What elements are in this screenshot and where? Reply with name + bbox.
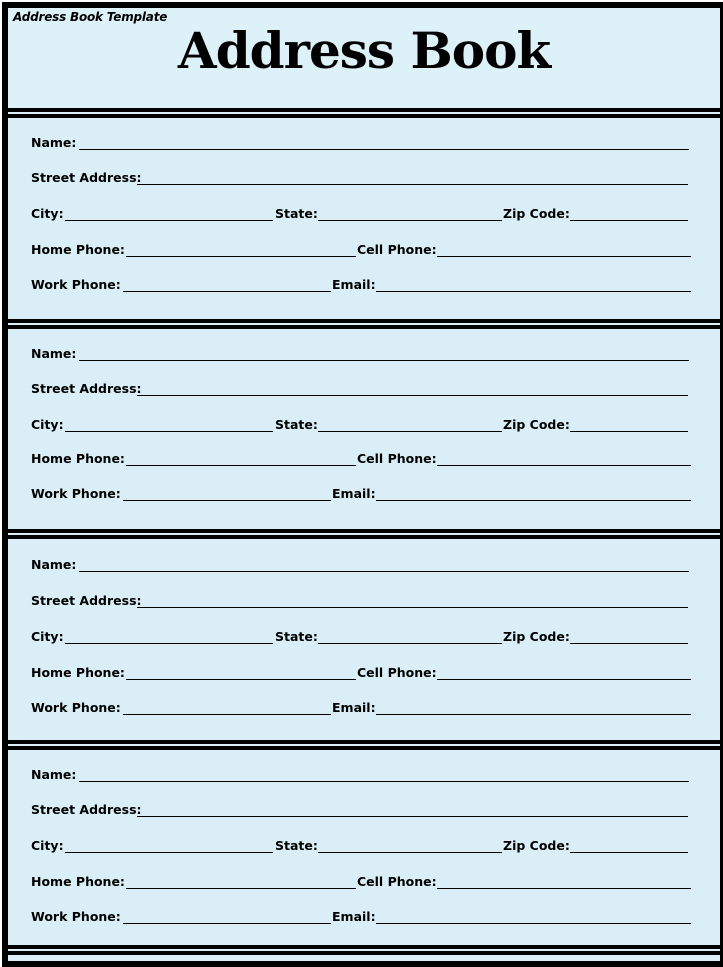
zip-code-label: Zip Code: [503,629,570,644]
street-address-field[interactable] [137,395,688,396]
home-phone-label: Home Phone: [31,242,125,257]
city-field[interactable] [65,220,273,221]
street-address-label: Street Address: [31,593,142,608]
zip-code-label: Zip Code: [503,206,570,221]
street-address-label: Street Address: [31,170,142,185]
state-field[interactable] [318,852,502,853]
page-title: Address Book [177,21,551,80]
zip-code-field[interactable] [570,431,688,432]
home-phone-field[interactable] [126,679,356,680]
cell-phone-label: Cell Phone: [357,451,437,466]
email-field[interactable] [376,923,691,924]
state-field[interactable] [318,643,502,644]
divider [8,108,720,118]
name-field[interactable] [79,360,689,361]
address-book-sheet [2,2,723,967]
zip-code-label: Zip Code: [503,838,570,853]
state-field[interactable] [318,431,502,432]
state-label: State: [275,838,318,853]
address-entry [8,118,720,319]
work-phone-field[interactable] [123,500,331,501]
cell-phone-label: Cell Phone: [357,874,437,889]
zip-code-label: Zip Code: [503,417,570,432]
name-label: Name: [31,767,77,782]
work-phone-field[interactable] [123,291,331,292]
street-address-label: Street Address: [31,802,142,817]
address-entry [8,750,720,945]
work-phone-label: Work Phone: [31,277,121,292]
name-field[interactable] [79,571,689,572]
name-label: Name: [31,557,77,572]
street-address-field[interactable] [137,184,688,185]
address-entry [8,329,720,529]
address-entry [8,539,720,740]
email-field[interactable] [376,500,691,501]
city-field[interactable] [65,643,273,644]
email-label: Email: [332,277,376,292]
street-address-field[interactable] [137,816,688,817]
city-label: City: [31,838,64,853]
cell-phone-label: Cell Phone: [357,242,437,257]
zip-code-field[interactable] [570,220,688,221]
state-field[interactable] [318,220,502,221]
state-label: State: [275,417,318,432]
name-field[interactable] [79,149,689,150]
divider [8,319,720,329]
cell-phone-field[interactable] [437,256,691,257]
home-phone-label: Home Phone: [31,451,125,466]
state-label: State: [275,629,318,644]
divider [8,945,720,955]
name-label: Name: [31,135,77,150]
email-label: Email: [332,486,376,501]
divider [8,740,720,750]
cell-phone-field[interactable] [437,465,691,466]
cell-phone-label: Cell Phone: [357,665,437,680]
work-phone-field[interactable] [123,923,331,924]
email-label: Email: [332,700,376,715]
work-phone-field[interactable] [123,714,331,715]
city-label: City: [31,629,64,644]
email-field[interactable] [376,714,691,715]
city-label: City: [31,417,64,432]
state-label: State: [275,206,318,221]
city-field[interactable] [65,852,273,853]
email-label: Email: [332,909,376,924]
cell-phone-field[interactable] [437,679,691,680]
work-phone-label: Work Phone: [31,486,121,501]
cell-phone-field[interactable] [437,888,691,889]
work-phone-label: Work Phone: [31,909,121,924]
city-label: City: [31,206,64,221]
street-address-field[interactable] [137,607,688,608]
header [8,8,720,108]
name-label: Name: [31,346,77,361]
city-field[interactable] [65,431,273,432]
street-address-label: Street Address: [31,381,142,396]
divider [8,529,720,539]
home-phone-label: Home Phone: [31,665,125,680]
zip-code-field[interactable] [570,852,688,853]
home-phone-field[interactable] [126,465,356,466]
email-field[interactable] [376,291,691,292]
work-phone-label: Work Phone: [31,700,121,715]
home-phone-field[interactable] [126,888,356,889]
name-field[interactable] [79,781,689,782]
home-phone-label: Home Phone: [31,874,125,889]
template-label: Address Book Template [13,10,168,24]
home-phone-field[interactable] [126,256,356,257]
zip-code-field[interactable] [570,643,688,644]
